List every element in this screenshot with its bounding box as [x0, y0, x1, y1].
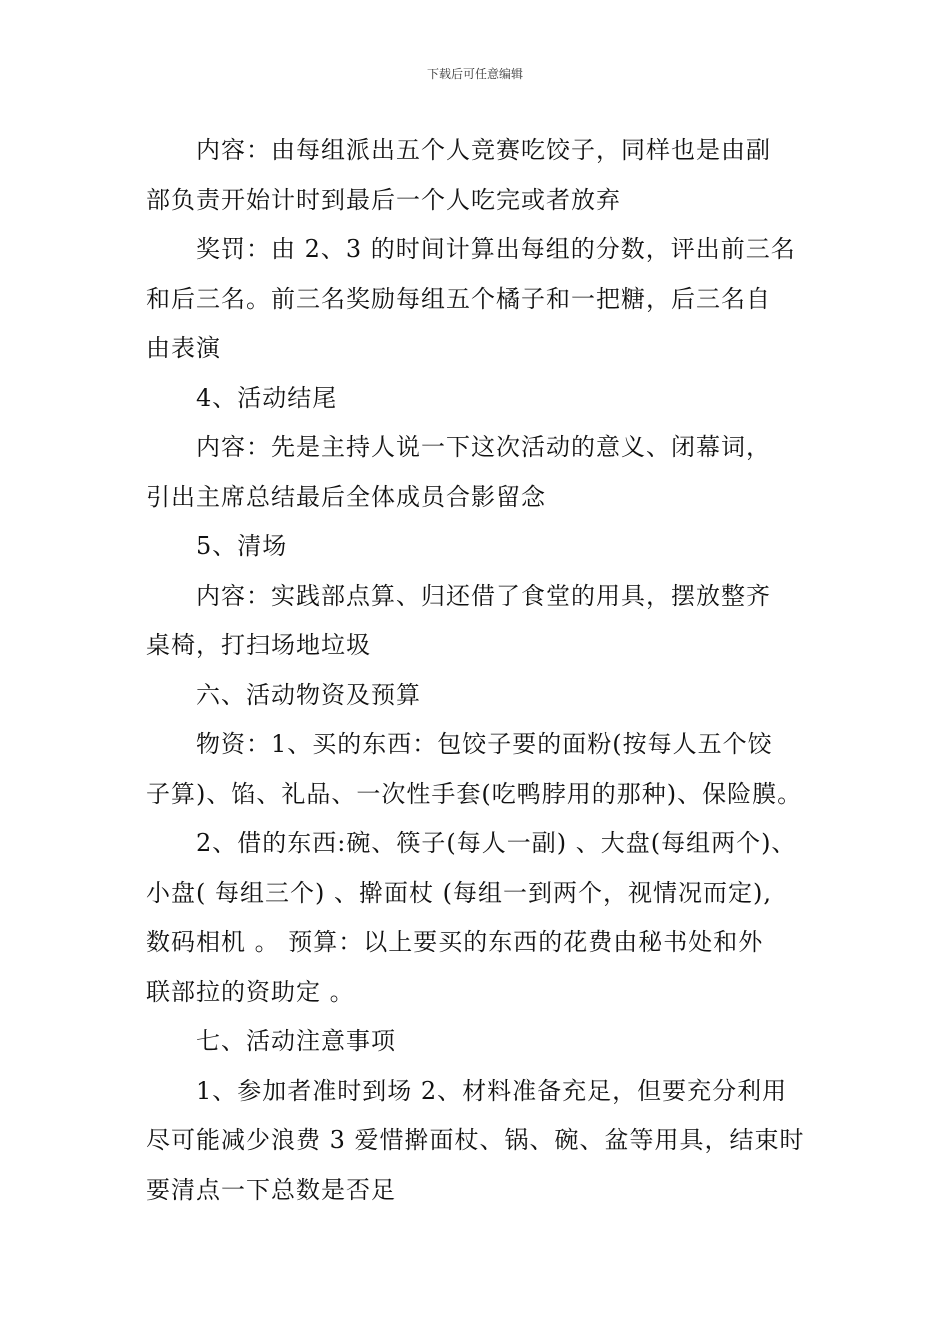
section-heading: 六、活动物资及预算	[196, 680, 421, 709]
document-body	[146, 126, 826, 1215]
paragraph-line: 部负责开始计时到最后一个人吃完或者放弃	[146, 185, 621, 214]
paragraph-line: 数码相机 。 预算：以上要买的东西的花费由秘书处和外	[146, 928, 764, 956]
paragraph-line: 内容：由每组派出五个人竞赛吃饺子，同样也是由副	[196, 136, 771, 164]
paragraph-line: 联部拉的资助定 。	[146, 977, 355, 1006]
paragraph-line: 尽可能减少浪费 3 爱惜擀面杖、锅、碗、盆等用具，结束时	[146, 1126, 805, 1154]
paragraph-line: 内容：实践部点算、归还借了食堂的用具，摆放整齐	[196, 581, 771, 610]
section-heading: 4、活动结尾	[196, 383, 338, 412]
paragraph-line: 由表演	[146, 334, 221, 362]
paragraph-line: 2、借的东西:碗、筷子(每人一副) 、大盘(每组两个)、	[196, 829, 797, 857]
page-header: 下载后可任意编辑	[426, 67, 523, 81]
paragraph-line: 1、参加者准时到场 2、材料准备充足，但要充分利用	[196, 1076, 788, 1105]
paragraph-line: 内容：先是主持人说一下这次活动的意义、闭幕词，	[196, 433, 771, 461]
paragraph-line: 和后三名。前三名奖励每组五个橘子和一把糖，后三名自	[146, 284, 771, 313]
paragraph-line: 奖罚：由 2、3 的时间计算出每组的分数，评出前三名	[196, 235, 796, 263]
paragraph-line: 桌椅，打扫场地垃圾	[146, 631, 371, 659]
paragraph-line: 物资：1、买的东西：包饺子要的面粉(按每人五个饺	[196, 730, 773, 758]
paragraph-line: 小盘( 每组三个) 、擀面杖 (每组一到两个，视情况而定),	[146, 878, 772, 907]
paragraph-line: 引出主席总结最后全体成员合影留念	[146, 482, 546, 511]
paragraph-line: 子算)、馅、礼品、一次性手套(吃鸭脖用的那种)、保险膜。	[146, 779, 803, 808]
paragraph-line: 要清点一下总数是否足	[146, 1175, 396, 1204]
section-heading: 5、清场	[196, 532, 288, 560]
section-heading: 七、活动注意事项	[196, 1027, 396, 1055]
